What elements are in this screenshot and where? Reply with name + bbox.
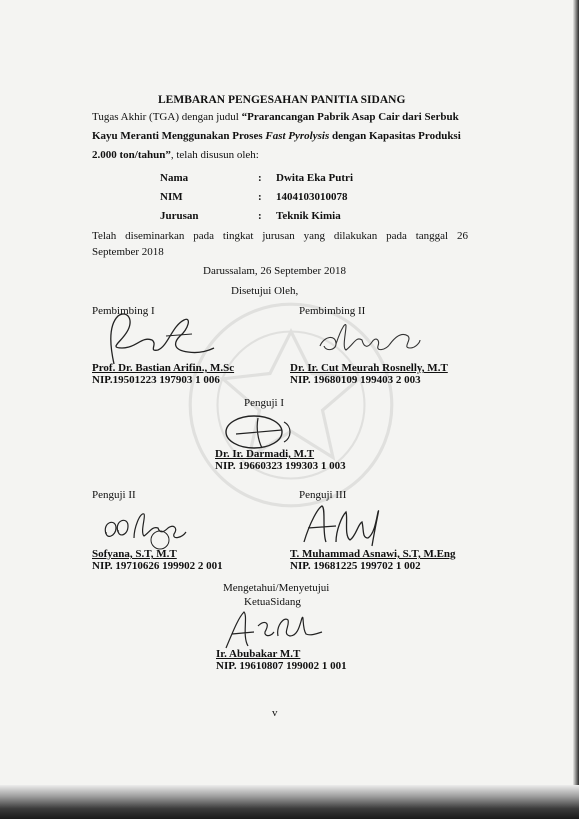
thesis-title-line-2b: dengan Kapasitas Produksi	[329, 130, 461, 142]
student-colon-name: :	[258, 172, 262, 184]
pembimbing-2-signature	[316, 318, 426, 358]
thesis-title-line-3: 2.000 ton/tahun”	[92, 149, 171, 161]
thesis-title-line-1: “Prarancangan Pabrik Asap Cair dari Serbuk	[241, 111, 459, 123]
pembimbing-2-role: Pembimbing II	[299, 305, 366, 317]
thesis-title-line-2a: Kayu Meranti Menggunakan Proses	[92, 130, 266, 142]
pembimbing-2-name: Dr. Ir. Cut Meurah Rosnelly, M.T	[290, 362, 448, 374]
penguji-1-role: Penguji I	[244, 397, 285, 409]
penguji-2-role: Penguji II	[92, 489, 136, 501]
penguji-2-name: Sofyana, S.T, M.T	[92, 548, 177, 560]
scan-shadow-right	[573, 0, 579, 819]
acknowledged-label: Mengetahui/Menyetujui	[223, 582, 330, 594]
seminar-line-2: September 2018	[92, 246, 164, 258]
pembimbing-1-name: Prof. Dr. Bastian Arifin., M.Sc	[92, 362, 235, 374]
penguji-2-signature	[100, 502, 190, 552]
page-title: LEMBARAN PENGESAHAN PANITIA SIDANG	[158, 94, 406, 106]
page-number: v	[272, 707, 278, 719]
student-value-name: Dwita Eka Putri	[276, 172, 353, 184]
penguji-1-name: Dr. Ir. Darmadi, M.T	[215, 448, 315, 460]
chair-nip: NIP. 19610807 199002 1 001	[216, 660, 347, 672]
student-value-nim: 1404103010078	[276, 191, 348, 203]
intro-suffix: , telah disusun oleh:	[170, 149, 259, 161]
penguji-1-nip: NIP. 19660323 199303 1 003	[215, 460, 346, 472]
student-colon-major: :	[258, 210, 262, 222]
pembimbing-2-nip: NIP. 19680109 199403 2 003	[290, 374, 421, 386]
scan-shadow-bottom	[0, 785, 579, 819]
seminar-line-1: Telah diseminarkan pada tingkat jurusan yang dilakukan pada tanggal 26	[92, 230, 468, 242]
chair-signature	[218, 606, 328, 652]
approved-by: Disetujui Oleh,	[231, 285, 299, 297]
student-value-major: Teknik Kimia	[276, 210, 341, 222]
intro-paragraph	[92, 108, 468, 165]
penguji-3-nip: NIP. 19681225 199702 1 002	[290, 560, 421, 572]
student-colon-nim: :	[258, 191, 262, 203]
penguji-2-nip: NIP. 19710626 199902 2 001	[92, 560, 223, 572]
intro-prefix: Tugas Akhir (TGA) dengan judul	[92, 111, 242, 123]
pembimbing-1-nip: NIP.19501223 197903 1 006	[92, 374, 220, 386]
student-label-name: Nama	[160, 172, 189, 184]
penguji-3-name: T. Muhammad Asnawi, S.T, M.Eng	[290, 548, 456, 560]
penguji-3-signature	[296, 502, 386, 552]
place-date: Darussalam, 26 September 2018	[203, 265, 346, 277]
pembimbing-1-role: Pembimbing I	[92, 305, 155, 317]
student-label-nim: NIM	[160, 191, 183, 203]
pembimbing-1-signature	[92, 306, 222, 368]
chair-role: KetuaSidang	[244, 596, 301, 608]
thesis-title-italic: Fast Pyrolysis	[265, 130, 330, 142]
student-label-major: Jurusan	[160, 210, 199, 222]
penguji-3-role: Penguji III	[299, 489, 347, 501]
chair-name: Ir. Abubakar M.T	[216, 648, 301, 660]
